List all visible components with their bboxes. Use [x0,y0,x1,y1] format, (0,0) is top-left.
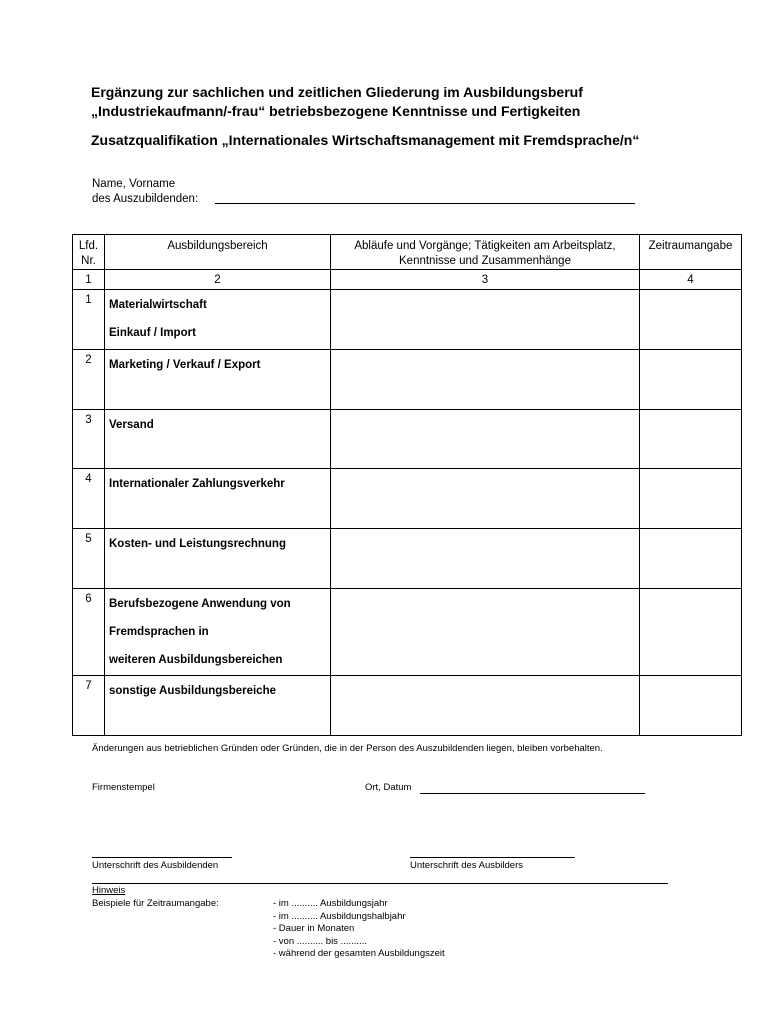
table-row [73,350,742,410]
area-text: sonstige Ausbildungsbereiche [109,685,276,697]
hint-example: - von .......... bis .......... [273,935,367,947]
header-ablaeufe-line2: Kenntnisse und Zusammenhänge [399,255,571,267]
row-number: 6 [73,589,105,676]
signature-line-ausbildender[interactable] [92,857,232,858]
period-cell[interactable] [640,676,742,736]
period-cell[interactable] [640,589,742,676]
table-row [73,410,742,469]
header-ablaeufe [331,235,640,270]
area-text: Marketing / Verkauf / Export [109,359,261,371]
area-text: Einkauf / Import [109,327,196,339]
training-table [72,234,742,736]
hint-examples [273,898,445,961]
company-stamp-label: Firmenstempel [92,782,155,793]
activities-cell[interactable] [331,469,640,529]
area-cell [105,676,331,736]
period-cell[interactable] [640,469,742,529]
header-lfd-nr [73,235,105,270]
row-number: 2 [73,350,105,410]
table-row [73,529,742,589]
period-cell[interactable] [640,410,742,469]
header-lfd-line1: Lfd. [78,240,99,252]
table-row [73,676,742,736]
area-text: weiteren Ausbildungsbereichen [109,654,283,666]
separator-line [92,883,668,884]
activities-cell[interactable] [331,589,640,676]
signature-label-ausbilder: Unterschrift des Ausbilders [410,860,523,871]
period-cell[interactable] [640,290,742,350]
activities-cell[interactable] [331,410,640,469]
activities-cell[interactable] [331,676,640,736]
header-zeitraumangabe: Zeitraumangabe [640,235,742,270]
hint-heading: Hinweis [92,885,126,896]
name-input-line[interactable] [215,203,635,204]
name-label [92,177,198,207]
hint-example: - im .......... Ausbildungshalbjahr [273,910,406,922]
name-label-line-2: des Auszubildenden: [92,193,199,205]
reservation-note: Änderungen aus betrieblichen Gründen oder Gründen, die in der Person des Auszubildenden liegen, bleiben vorbehalten. [92,743,603,754]
document-subtitle: Zusatzqualifikation „Internationales Wirtschaftsmanagement mit Fremdsprache/n“ [91,132,640,148]
table-row [73,589,742,676]
area-text: Materialwirtschaft [109,299,207,311]
area-text: Berufsbezogene Anwendung von [109,598,291,610]
area-cell [105,469,331,529]
table-header-row [73,235,742,270]
area-cell [105,529,331,589]
title-line-1: Ergänzung zur sachlichen und zeitlichen Gliederung im Ausbildungsberuf [91,84,583,100]
area-text: Fremdsprachen in [109,626,209,638]
hint-example: - während der gesamten Ausbildungszeit [273,948,445,959]
row-number: 3 [73,410,105,469]
activities-cell[interactable] [331,350,640,410]
hint-example: - Dauer in Monaten [273,923,355,934]
area-cell [105,350,331,410]
column-number: 2 [105,270,331,290]
activities-cell[interactable] [331,529,640,589]
period-cell[interactable] [640,350,742,410]
row-number: 4 [73,469,105,529]
row-number: 5 [73,529,105,589]
header-lfd-line2: Nr. [81,255,96,267]
table-row [73,290,742,350]
name-label-line-1: Name, Vorname [92,178,176,190]
area-text: Kosten- und Leistungsrechnung [109,538,286,550]
area-cell [105,290,331,350]
column-number: 3 [331,270,640,290]
place-date-line[interactable] [420,793,645,794]
activities-cell[interactable] [331,290,640,350]
signature-line-ausbilder[interactable] [410,857,575,858]
column-number: 1 [73,270,105,290]
title-line-2: „Industriekaufmann/-frau“ betriebsbezogene Kenntnisse und Fertigkeiten [91,103,581,119]
place-date-label: Ort, Datum [365,782,412,793]
row-number: 7 [73,676,105,736]
header-ablaeufe-line1: Abläufe und Vorgänge; Tätigkeiten am Arbeitsplatz, [354,240,616,252]
period-cell[interactable] [640,529,742,589]
hint-label: Beispiele für Zeitraumangabe: [92,898,219,909]
row-number: 1 [73,290,105,350]
column-number-row [73,270,742,290]
document-title [91,83,583,121]
header-ausbildungsbereich: Ausbildungsbereich [105,235,331,270]
hint-example: - im .......... Ausbildungsjahr [273,898,388,909]
area-text: Internationaler Zahlungsverkehr [109,478,285,490]
area-cell [105,410,331,469]
area-cell [105,589,331,676]
area-text: Versand [109,419,154,431]
signature-label-ausbildender: Unterschrift des Ausbildenden [92,860,219,871]
column-number: 4 [640,270,742,290]
table-row [73,469,742,529]
